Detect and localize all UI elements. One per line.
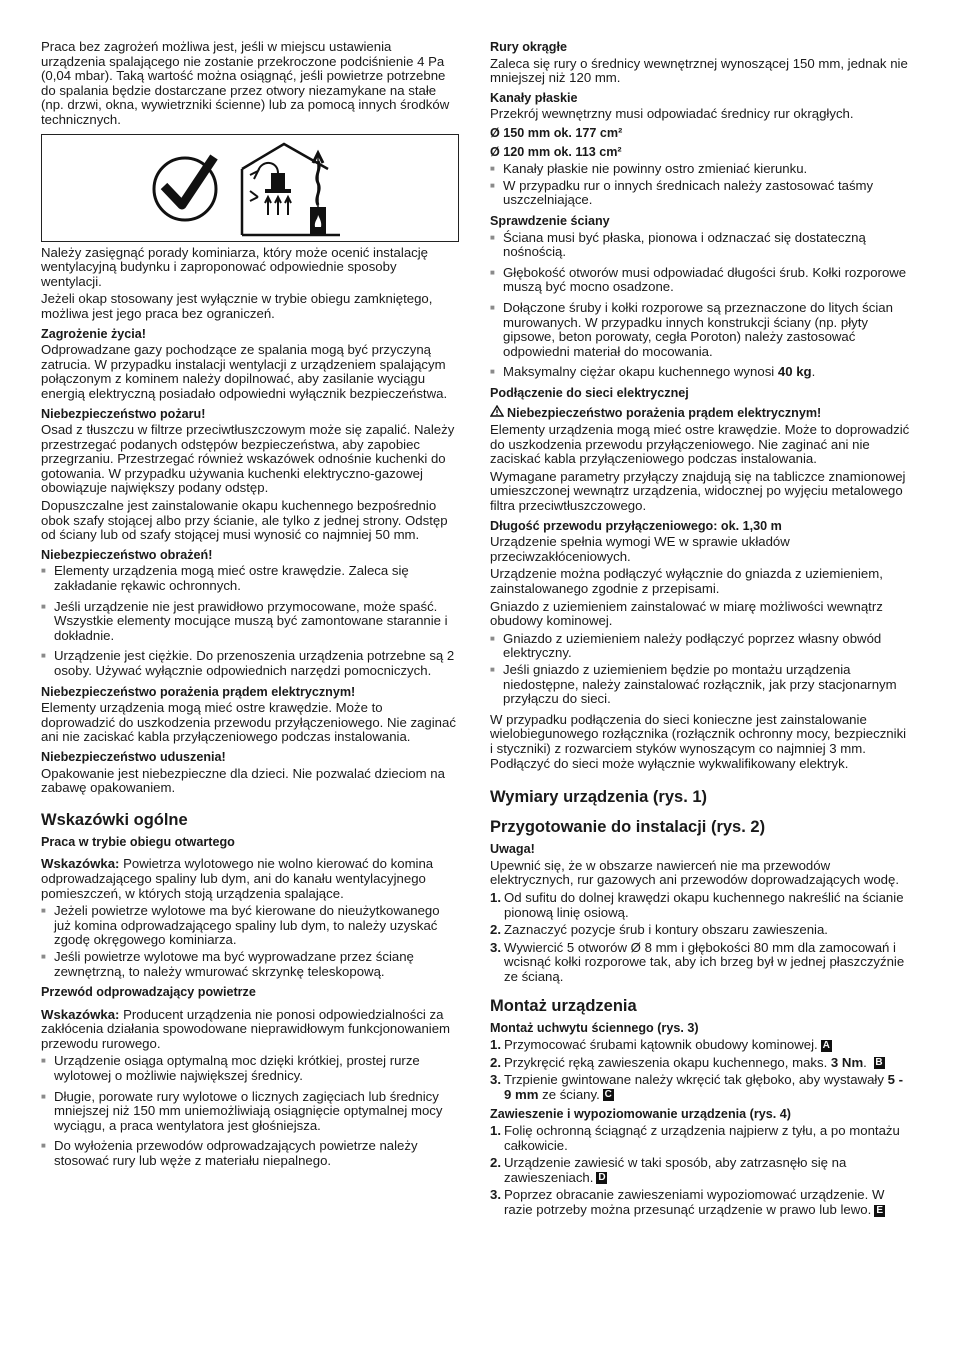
paragraph: Upewnić się, że w obszarze nawierceń nie ma przewodów elektrycznych, rur gazowych ani przewodów doprowadzających wodę. — [490, 857, 900, 888]
duct-area-150: Ø 150 mm ok. 177 cm² — [490, 125, 623, 140]
heading-shock-warning — [490, 405, 911, 421]
step-text: ze ściany. — [538, 1086, 600, 1102]
left-column — [41, 40, 459, 1175]
bullet-item: ■ Długie, porowate rury wylotowe o licznych zagięciach lub średnicy mniejszej niż 150 mm uniemożliwiają osiągnięcie optymalnej mocy wyciągu, a praca wentylatora jest głośniejsza. — [41, 1090, 459, 1134]
heading-suffocation-danger: Niebezpieczeństwo uduszenia! — [41, 749, 226, 764]
note-label: Wskazówka: — [41, 856, 120, 872]
step-item — [490, 1156, 911, 1185]
paragraph: Należy zasięgnąć porady kominiarza, który może ocenić instalację wentylacyjną budynku i zaproponować odpowiednie sposoby wentylacji. — [41, 244, 429, 289]
bullet-item: ■ Jeśli gniazdo z uziemieniem będzie po montażu urządzenia niedostępne, należy zainstalować rozłącznik, jak przy stacjonarnym przyłączu do sieci. — [490, 663, 911, 707]
warning-triangle-icon — [490, 405, 504, 421]
step-text: Urządzenie zawiesić w taki sposób, aby zatrzasnęło się na zawieszeniach. — [504, 1155, 847, 1185]
step-number: 1. — [490, 1123, 501, 1139]
heading-exhaust-mode: Praca w trybie obiegu otwartego — [41, 834, 235, 849]
section-heading-general: Wskazówki ogólne — [41, 810, 188, 829]
protrusion-value: 5 - 9 mm — [504, 1072, 903, 1102]
note-text: Powietrza wylotowego nie wolno kierować do komina odprowadzającego spaliny lub dym, ani do kanału wentylacyjnego pomieszczeń, w których stoją urządzenia spalające. — [41, 856, 434, 901]
heading-shock-danger: Niebezpieczeństwo porażenia prądem elektrycznym! — [41, 684, 356, 699]
bullet-item: ■ Jeśli powietrze wylotowe ma być wyprowadzane przez ścianę zewnętrzną, to należy wmurować skrzynkę teleskopową. — [41, 950, 459, 979]
step-number: 2. — [490, 1054, 501, 1070]
bullet-item: ■ Urządzenie osiąga optymalną moc dzięki krótkiej, prostej rurze wylotowej o możliwie największej średnicy. — [41, 1054, 459, 1083]
torque-value: 3 Nm — [830, 1054, 864, 1070]
section-heading-preparation: Przygotowanie do instalacji (rys. 2) — [490, 818, 766, 837]
step-text: Przymocować śrubami kątownik obudowy kominowej. — [504, 1037, 818, 1053]
step-text: Zaznaczyć pozycje śrub i kontury obszaru zawieszenia. — [504, 922, 828, 938]
paragraph: Osad z tłuszczu w filtrze przeciwtłuszczowym może się zapalić. Należy przestrzegać podanych odstępów bezpieczeństwa, aby zapobiec przegrzaniu. Przestrzegać również wskazówek odnośnie kuchenki do gotowania. W przypadku używania kuchenki elektryczno-gazowej obowiązuje największy podany odstęp. — [41, 422, 455, 496]
heading-round-pipes: Rury okrągłe — [490, 40, 567, 54]
step-number: 3. — [490, 1072, 501, 1088]
paragraph: Elementy urządzenia mogą mieć ostre krawędzie. Może to doprowadzić do uszkodzenia przewodu przyłączeniowego. Nie zaginać ani nie zaciskać kabla przyłączeniowego podczas instalowania. — [490, 422, 910, 467]
heading-injury-danger: Niebezpieczeństwo obrażeń! — [41, 547, 213, 562]
bullet-item: ■ Elementy urządzenia mogą mieć ostre krawędzie. Zaleca się zakładanie rękawic ochronnych. — [41, 564, 459, 593]
step-number: 3. — [490, 939, 501, 955]
intro-paragraph: Praca bez zagrożeń możliwa jest, jeśli w miejscu ustawienia urządzenia spalającego nie zostanie przekroczone podciśnienie 4 Pa (0,04 mbar). Taką wartość można osiągnąć, jeśli powietrze potrzebne do spalania będzie dostarczane przez otwory niezamykane na stałe (np. drzwi, okna, wywietrzniki ścienne) lub za pomocą innych środków technicznych. — [41, 39, 450, 127]
bullet-item — [490, 365, 911, 380]
paragraph: Zaleca się rury o średnicy wewnętrznej wynoszącej 150 mm, jednak nie mniejszej niż 120 mm. — [490, 55, 908, 86]
heading-exhaust-duct: Przewód odprowadzający powietrze — [41, 985, 256, 1000]
step-item — [490, 923, 911, 938]
heading-fire-danger: Niebezpieczeństwo pożaru! — [41, 406, 206, 421]
bullet-text: Maksymalny ciężar okapu kuchennego wynosi — [503, 364, 778, 380]
paragraph: Urządzenie spełnia wymogi WE w sprawie układów przeciwzakłóceniowych. — [490, 534, 790, 564]
step-number: 1. — [490, 1037, 501, 1053]
step-item — [490, 1124, 911, 1153]
step-text: Przykręcić ręką zawieszenia okapu kuchennego, maks. — [504, 1054, 831, 1070]
paragraph: W przypadku podłączenia do sieci konieczne jest zainstalowanie wielobiegunowego rozłącznika (rozłącznik ochronny mocy, bezpieczniki i styczniki) z rozwarciem styków wynoszącym co najmniej 3 mm. Podłączyć do sieci może wyłącznie wykwalifikowany elektryk. — [490, 711, 907, 771]
step-item — [490, 1056, 911, 1071]
heading-caution: Uwaga! — [490, 842, 535, 857]
bullet-item: ■ Urządzenie jest ciężkie. Do przenoszenia urządzenia potrzebne są 2 osoby. Używać wyłącznie odpowiednich narzędzi pomocniczych. — [41, 649, 459, 678]
bullet-item: ■ Jeśli urządzenie nie jest prawidłowo przymocowane, może spaść. Wszystkie elementy mocujące muszą być zamontowane starannie i dokładnie. — [41, 600, 459, 644]
step-text: Trzpienie gwintowane należy wkręcić tak głęboko, aby wystawały — [504, 1072, 888, 1088]
step-number: 3. — [490, 1187, 501, 1203]
section-heading-dimensions: Wymiary urządzenia (rys. 1) — [490, 788, 708, 807]
paragraph: Gniazdo z uziemieniem zainstalować w miarę możliwości wewnątrz obudowy kominowej. — [490, 598, 883, 629]
note-paragraph — [41, 857, 459, 901]
step-text: Od sufitu do dolnej krawędzi okapu kuchennego nakreślić na ścianie pionową linię osiową. — [504, 889, 904, 920]
bullet-text: . — [811, 364, 816, 380]
paragraph: Jeżeli okap stosowany jest wyłącznie w trybie obiegu zamkniętego, możliwa jest jego praca bez ograniczeń. — [41, 291, 433, 321]
heading-cable-length: Długość przewodu przyłączeniowego: ok. 1,30 m — [490, 518, 782, 533]
heading-flat-ducts: Kanały płaskie — [490, 90, 578, 105]
step-text: Wywiercić 5 otworów Ø 8 mm i głębokości 80 mm dla zamocowań i wcisnąć kołki rozporowe tak, aby ich brzeg był w jednej płaszczyźnie ze ścianą. — [504, 939, 905, 984]
bullet-item: ■ Ściana musi być płaska, pionowa i odznaczać się dostateczną nośnością. — [490, 231, 911, 260]
paragraph: Odprowadzane gazy pochodzące ze spalania mogą być przyczyną zatrucia. W przypadku instalacji wentylacji z urządzeniem spalającym połączonym z kominem należy dopilnować, aby zasilanie wyciągu energią elektryczną posiadało odpowiedni wyłącznik bezpieczeństwa. — [41, 342, 448, 401]
bullet-item: ■ Głębokość otworów musi odpowiadać długości śrub. Kołki rozporowe muszą być mocno osadzone. — [490, 266, 911, 295]
figure-marker-b: B — [875, 1057, 883, 1069]
step-item — [490, 1073, 911, 1102]
paragraph: Urządzenie można podłączyć wyłącznie do gniazda z uziemieniem, zainstalowanego zgodnie z przepisami. — [490, 566, 883, 596]
ventilation-figure — [41, 134, 459, 242]
step-text: Poprzez obracanie zawieszeniami wypoziomować urządzenie. W razie potrzeby można przesunąć urządzenie w prawo lub lewo. — [504, 1187, 885, 1217]
bullet-item: ■ W przypadku rur o innych średnicach należy zastosować taśmy uszczelniające. — [490, 179, 911, 208]
note-paragraph — [41, 1008, 459, 1052]
section-heading-mounting: Montaż urządzenia — [490, 997, 637, 1016]
note-text: Producent urządzenia nie ponosi odpowiedzialności za zakłócenia działania spowodowane nieprawidłowym funkcjonowaniem przewodu rurowego. — [41, 1006, 451, 1051]
right-column — [490, 40, 911, 1221]
figure-marker-a: A — [822, 1039, 830, 1051]
heading-life-danger: Zagrożenie życia! — [41, 326, 146, 341]
step-text: Folię ochronną ściągnąć z urządzenia najpierw z tyłu, a po montażu całkowicie. — [504, 1123, 900, 1153]
step-text: . — [863, 1054, 867, 1070]
step-number: 2. — [490, 1155, 501, 1171]
heading-text: Niebezpieczeństwo porażenia prądem elektrycznym! — [507, 406, 822, 421]
heading-wall-bracket: Montaż uchwytu ściennego (rys. 3) — [490, 1021, 699, 1036]
paragraph: Elementy urządzenia mogą mieć ostre krawędzie. Może to doprowadzić do uszkodzenia przewodu przyłączeniowego. Nie zaginać ani nie zaciskać kabla przyłączeniowego podczas instalowania. — [41, 700, 456, 745]
step-number: 1. — [490, 889, 501, 905]
ventilation-diagram-icon — [150, 139, 350, 237]
step-item — [490, 1038, 911, 1053]
step-number: 2. — [490, 922, 501, 938]
step-item — [490, 941, 911, 985]
paragraph: Wymagane parametry przyłączy znajdują się na tabliczce znamionowej umieszczonej wewnątrz urządzenia, widocznej po wyjęciu metalowego filtra przeciwtłuszczowego. — [490, 468, 906, 514]
step-item — [490, 891, 911, 920]
max-weight-value: 40 kg — [777, 364, 812, 380]
paragraph: Opakowanie jest niebezpieczne dla dzieci. Nie pozwalać dzieciom na zabawę opakowaniem. — [41, 765, 445, 796]
bullet-item: ■ Gniazdo z uziemieniem należy podłączyć poprzez własny obwód elektryczny. — [490, 632, 911, 661]
figure-marker-c: C — [604, 1089, 612, 1101]
bullet-item: ■ Kanały płaskie nie powinny ostro zmieniać kierunku. — [490, 162, 911, 177]
figure-marker-e: E — [874, 1205, 885, 1217]
heading-wall-check: Sprawdzenie ściany — [490, 213, 610, 228]
heading-hang-and-level: Zawieszenie i wypoziomowanie urządzenia (rys. 4) — [490, 1107, 791, 1122]
note-label: Wskazówka: — [41, 1006, 120, 1022]
bullet-item: ■ Do wyłożenia przewodów odprowadzających powietrze należy stosować rury lub węże z materiału niepalnego. — [41, 1139, 459, 1168]
step-item — [490, 1188, 911, 1217]
paragraph: Przekrój wewnętrzny musi odpowiadać średnicy rur okrągłych. — [490, 106, 854, 122]
bullet-item: ■ Dołączone śruby i kołki rozporowe są przeznaczone do litych ścian murowanych. W przypadku innych konstrukcji ściany (np. płyty gipsowe, beton porowaty, cegła Poroton) należy zastosować odpowiedni materiał do mocowania. — [490, 301, 911, 359]
heading-electrical-connection: Podłączenie do sieci elektrycznej — [490, 385, 689, 400]
figure-marker-d: D — [598, 1172, 606, 1184]
duct-area-120: Ø 120 mm ok. 113 cm² — [490, 144, 622, 159]
bullet-item: ■ Jeżeli powietrze wylotowe ma być kierowane do nieużytkowanego już komina odprowadzającego spaliny lub dym, to należy uzyskać zgodę okręgowego kominiarza. — [41, 904, 459, 948]
paragraph: Dopuszczalne jest zainstalowanie okapu kuchennego bezpośrednio obok szafy stojącej albo przy ścianie, ale tylko z jednej strony. Odstęp od ściany lub od szafy stojącej musi wynosić co najmniej 50 mm. — [41, 498, 448, 543]
